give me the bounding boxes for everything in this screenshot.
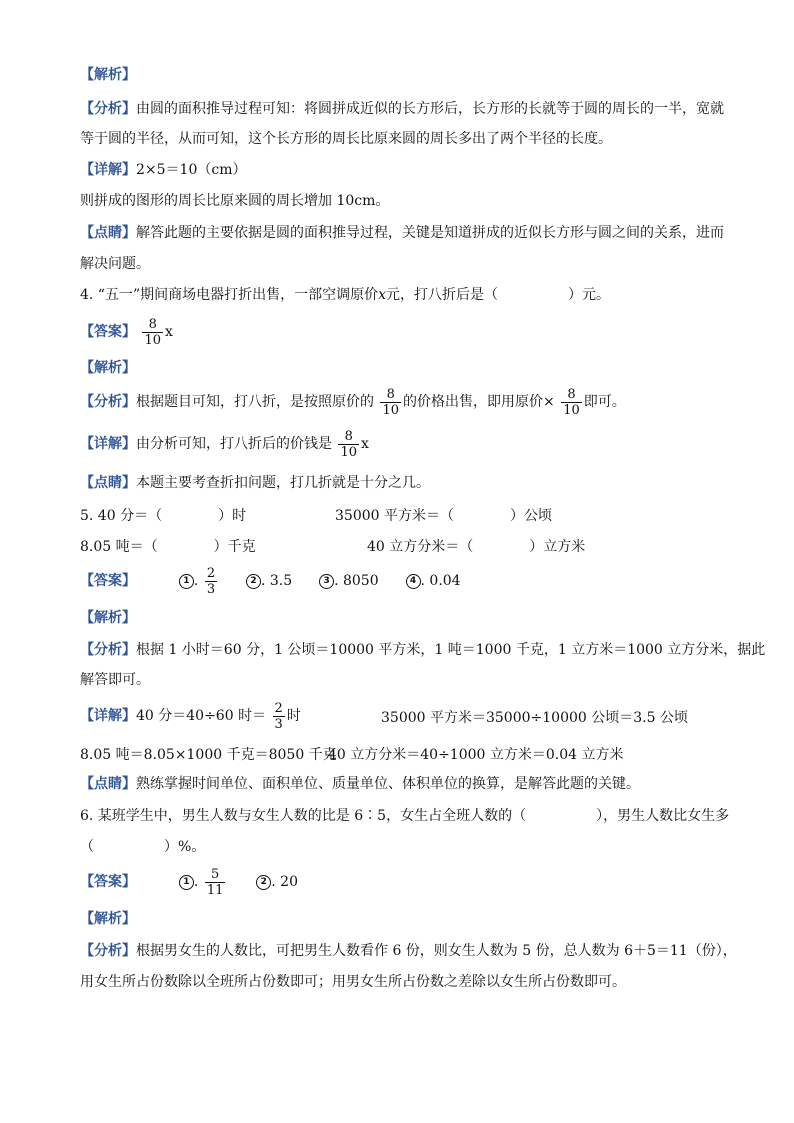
- q5-answer-fraction: $\frac{2}{3}$: [206, 565, 216, 597]
- dianjing-1-line2: 解决问题。: [80, 256, 150, 272]
- q4-fenxi-fraction-1: $\frac{8}{10}$: [382, 386, 399, 418]
- q5-xiangjie-hectare: 35000 平方米＝35000÷10000 公顷＝3.5 公顷: [381, 710, 688, 726]
- xiangjie-1: 【详解】2×5＝10（cm）: [80, 162, 247, 178]
- q4-fenxi: 【分析】根据题目可知，打八折，是按照原价的 $\frac{8}{10}$ 的价格出售，即用原价× $\frac{8}{10}$ 即可。: [80, 386, 626, 418]
- q5-dianjing: 【点睛】熟练掌握时间单位、面积单位、质量单位、体积单位的换算，是解答此题的关键。: [80, 776, 640, 792]
- q5-stem-hectare: 35000 平方米＝（ ）公顷: [335, 508, 552, 524]
- circled-number-3: 3: [319, 574, 334, 589]
- q5-answer: 【答案】 1 . $\frac{2}{3}$ 2 . 3.5 3 . 8050 4 . 0.04: [80, 565, 461, 597]
- circled-number-1: 1: [179, 875, 194, 890]
- circled-number-4: 4: [406, 574, 421, 589]
- jiexi-heading-1: 【解析】: [80, 67, 136, 83]
- jiexi-heading-4: 【解析】: [80, 911, 136, 927]
- q4-fenxi-fraction-2: $\frac{8}{10}$: [563, 386, 580, 418]
- jiexi-heading-2: 【解析】: [80, 360, 136, 376]
- xiangjie-1-result: 则拼成的图形的周长比原来圆的周长增加 10cm。: [80, 193, 390, 209]
- q4-xiangjie: 【详解】由分析可知，打八折后的价钱是 $\frac{8}{10}$ x: [80, 428, 369, 460]
- q6-answer: 【答案】 1 . $\frac{5}{11}$ 2 . 20: [80, 866, 298, 898]
- circled-number-2: 2: [246, 574, 261, 589]
- q5-xiangjie-cubic: 40 立方分米＝40÷1000 立方米＝0.04 立方米: [328, 747, 624, 763]
- dianjing-1-line1: 【点睛】解答此题的主要依据是圆的面积推导过程，关键是知道拼成的近似长方形与圆之间的关系，进而: [80, 225, 724, 241]
- jiexi-heading-3: 【解析】: [80, 610, 136, 626]
- circled-number-2: 2: [256, 875, 271, 890]
- q4-answer: 【答案】 $\frac{8}{10}$ x: [80, 316, 173, 348]
- q4-answer-fraction: $\frac{8}{10}$: [144, 316, 161, 348]
- q5-stem-hours: 5. 40 分＝（ ）时: [80, 508, 247, 524]
- q5-stem-kg: 8.05 吨＝（ ）千克: [80, 539, 256, 555]
- q6-stem-line1: 6. 某班学生中，男生人数与女生人数的比是 6∶5，女生占全班人数的（ ），男生人数比女生多: [80, 808, 730, 824]
- q6-answer-fraction: $\frac{5}{11}$: [206, 866, 224, 898]
- fenxi-1-line2: 等于圆的半径，从而可知，这个长方形的周长比原来圆的周长多出了两个半径的长度。: [80, 131, 612, 147]
- q5-fenxi-line2: 解答即可。: [80, 672, 150, 688]
- q5-xiangjie-fraction: $\frac{2}{3}$: [274, 700, 283, 732]
- fenxi-1-line1: 【分析】由圆的面积推导过程可知：将圆拼成近似的长方形后，长方形的长就等于圆的周长的一半，宽就: [80, 101, 724, 117]
- q5-fenxi-line1: 【分析】根据 1 小时＝60 分，1 公顷＝10000 平方米，1 吨＝1000 千克，1 立方米＝1000 立方分米，据此: [80, 642, 766, 658]
- q6-fenxi-line1: 【分析】根据男女生的人数比，可把男生人数看作 6 份，则女生人数为 5 份，总人数为 6＋5＝11（份），: [80, 943, 737, 959]
- q4-dianjing: 【点睛】本题主要考查折扣问题，打几折就是十分之几。: [80, 475, 430, 491]
- q5-xiangjie-line1: 【详解】40 分＝40÷60 时＝ $\frac{2}{3}$ 时: [80, 700, 301, 732]
- q5-stem-cubic: 40 立方分米＝（ ）立方米: [367, 539, 586, 555]
- q4-stem: 4. “五一”期间商场电器打折出售，一部空调原价x元，打八折后是（ ）元。: [80, 287, 611, 303]
- q6-fenxi-line2: 用女生所占份数除以全班所占份数即可；用男女生所占份数之差除以女生所占份数即可。: [80, 974, 626, 990]
- q4-xiangjie-fraction: $\frac{8}{10}$: [340, 428, 357, 460]
- q6-stem-line2: （ ）%。: [80, 839, 206, 855]
- q5-xiangjie-kg: 8.05 吨＝8.05×1000 千克＝8050 千克: [80, 747, 337, 763]
- circled-number-1: 1: [179, 574, 194, 589]
